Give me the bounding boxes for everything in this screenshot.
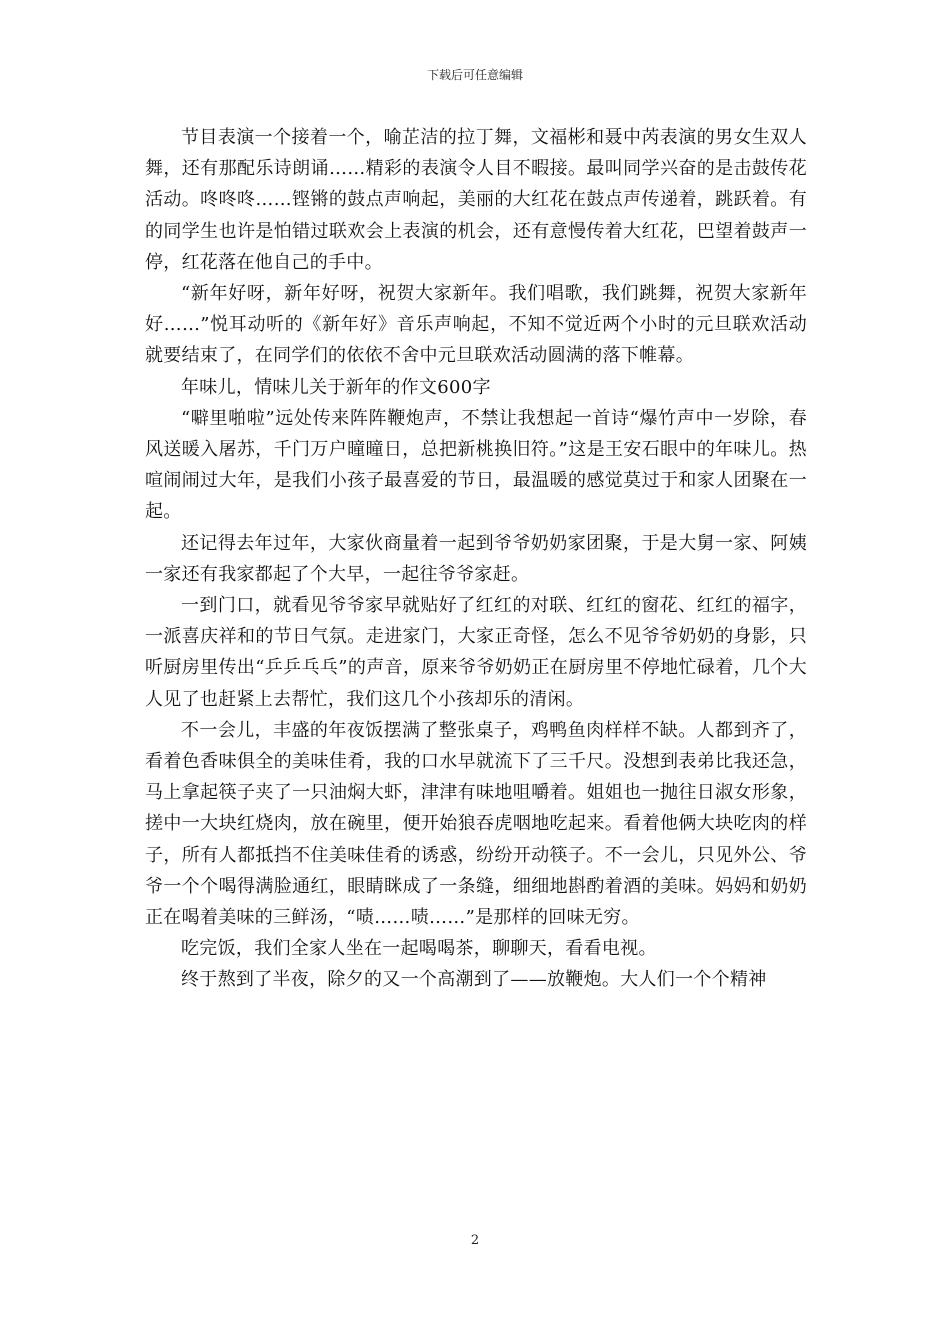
paragraph: 吃完饭，我们全家人坐在一起喝喝茶，聊聊天，看看电视。 — [181, 938, 657, 960]
page-header: 下载后可任意编辑 — [426, 68, 523, 82]
paragraph: 一到门口，就看见爷爷家早就贴好了红红的对联、红红的窗花、红红的福字，一派喜庆祥和的节日气氛。走进家门，大家正奇怪，怎么不见爷爷奶奶的身影，只听厨房里传出“乒乒乓乓”的声音，原来爷爷奶奶正在厨房里不停地忙碌着，几个大人见了也赶紧上去帮忙，我们这几个小孩却乐的清闲。 — [145, 595, 807, 710]
paragraph: 还记得去年过年，大家伙商量着一起到爷爷奶奶家团聚，于是大舅一家、阿姨一家还有我家都起了个大早，一起往爷爷家赶。 — [145, 532, 807, 585]
paragraph: 终于熬到了半夜，除夕的又一个高潮到了——放鞭炮。大人们一个个精神 — [181, 969, 767, 991]
document-body — [145, 122, 807, 996]
paragraph: 不一会儿，丰盛的年夜饭摆满了整张桌子，鸡鸭鱼肉样样不缺。人都到齐了，看着色香味俱全的美味佳肴，我的口水早就流下了三千尺。没想到表弟比我还急，马上拿起筷子夹了一只油焖大虾，津津有味地咀嚼着。姐姐也一抛往日淑女形象，搓中一大块红烧肉，放在碗里，便开始狼吞虎咽地吃起来。看着他俩大块吃肉的样子，所有人都抵挡不住美味佳肴的诱惑，纷纷开动筷子。不一会儿，只见外公、爷爷一个个喝得满脸通红，眼睛眯成了一条缝，细细地斟酌着酒的美味。妈妈和奶奶正在喝着美味的三鲜汤，“啧……啧……”是那样的回味无穷。 — [145, 719, 807, 929]
section-title: 年味儿，情味儿关于新年的作文600字 — [181, 376, 491, 398]
paragraph: “噼里啪啦”远处传来阵阵鞭炮声，不禁让我想起一首诗“爆竹声中一岁除，春风送暖入屠苏，千门万户曈曈日，总把新桃换旧符。”这是王安石眼中的年味儿。热喧闹闹过大年，是我们小孩子最喜爱的节日，最温暖的感觉莫过于和家人团聚在一起。 — [145, 407, 807, 523]
paragraph: 节目表演一个接着一个，喻芷洁的拉丁舞，文福彬和聂中芮表演的男女生双人舞，还有那配乐诗朗诵……精彩的表演令人目不暇接。最叫同学兴奋的是击鼓传花活动。咚咚咚……铿锵的鼓点声响起，美丽的大红花在鼓点声传递着，跳跃着。有的同学生也许是怕错过联欢会上表演的机会，还有意慢传着大红花，巴望着鼓声一停，红花落在他自己的手中。 — [145, 127, 807, 273]
paragraph: “新年好呀，新年好呀，祝贺大家新年。我们唱歌，我们跳舞，祝贺大家新年好……”悦耳动听的《新年好》音乐声响起，不知不觉近两个小时的元旦联欢活动就要结束了，在同学们的依依不舍中元旦联欢活动圆满的落下帷幕。 — [145, 283, 807, 367]
page-number: 2 — [470, 1233, 480, 1248]
